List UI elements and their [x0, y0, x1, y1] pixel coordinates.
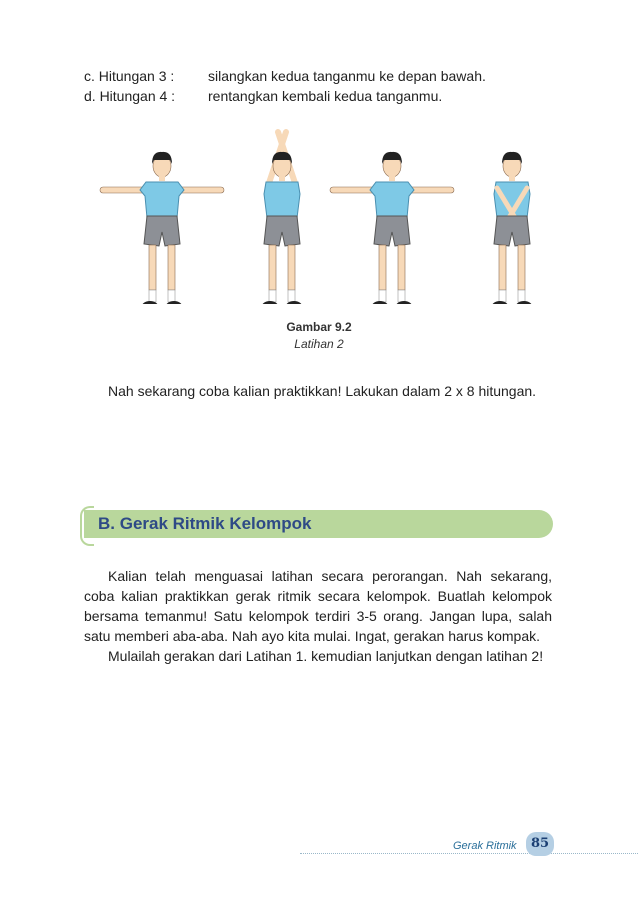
footer-divider	[300, 853, 638, 854]
step-d-text: rentangkan kembali kedua tanganmu.	[208, 88, 443, 104]
page-number: 85	[526, 832, 554, 856]
figure-arms-sideways-2	[330, 152, 454, 304]
step-d-label: d. Hitungan 4 :	[84, 88, 176, 104]
exercise-illustration	[86, 124, 556, 304]
step-d	[84, 86, 486, 106]
figure-subtitle: Latihan 2	[294, 337, 344, 351]
figure-arms-crossed-down	[492, 152, 532, 304]
practice-text: Nah sekarang coba kalian praktikkan! Lakukan dalam 2 x 8 hitungan.	[108, 383, 537, 399]
step-c-label: c. Hitungan 3 :	[84, 68, 175, 84]
figure-arms-sideways-1	[100, 152, 224, 304]
figure-number: Gambar 9.2	[286, 320, 352, 334]
step-c	[84, 66, 486, 86]
step-c-text: silangkan kedua tanganmu ke depan bawah.	[208, 68, 486, 84]
instruction-steps	[84, 66, 486, 106]
group-exercise-continue: Mulailah gerakan dari Latihan 1. kemudian lanjutkan dengan latihan 2!	[108, 648, 544, 664]
group-exercise-text: Kalian telah menguasai latihan secara perorangan. Nah sekarang, coba kalian praktikkan gerak ritmik secara kelompok. Buatlah kelompok bersama temanmu! Satu kelompok terdiri 3-5 orang. Jangan lupa, salah satu memberi aba-aba. Nah ayo kita mulai. Ingat, gerakan harus kompak.	[84, 568, 552, 644]
group-exercise-paragraph	[84, 566, 552, 666]
section-title: B. Gerak Ritmik Kelompok	[98, 514, 312, 533]
section-header-bar	[84, 510, 553, 538]
practice-paragraph	[84, 381, 552, 401]
figure-arms-overhead	[262, 132, 302, 304]
footer-chapter: Gerak Ritmik	[453, 840, 517, 852]
